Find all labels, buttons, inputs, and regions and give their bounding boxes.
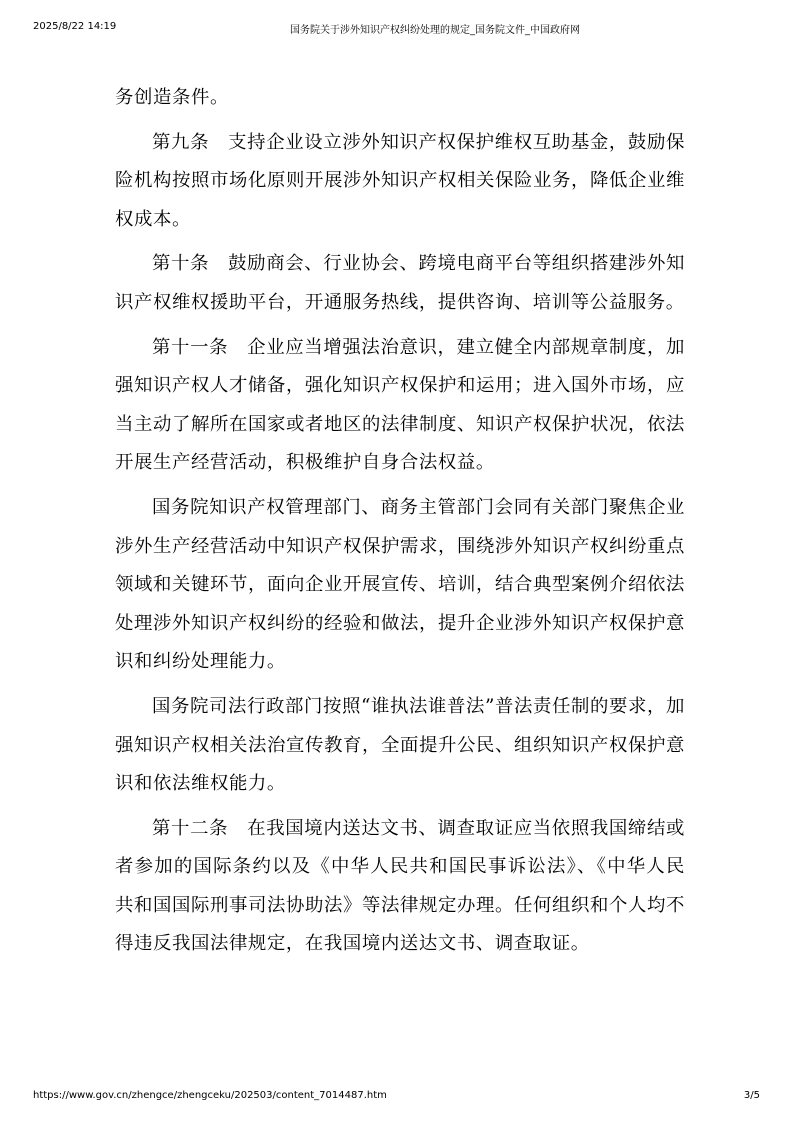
paragraph-continuation: 务创造条件。 [115,87,229,108]
document-body [115,79,685,964]
paragraph-article-10: 第十条 鼓励商会、行业协会、跨境电商平台等组织搭建涉外知识产权维权援助平台，开通服务热线，提供咨询、培训等公益服务。 [115,253,685,313]
document-title: 国务院关于涉外知识产权纠纷处理的规定_国务院文件_中国政府网 [290,25,580,36]
paragraph-article-9: 第九条 支持企业设立涉外知识产权保护维权互助基金，鼓励保险机构按照市场化原则开展涉外知识产权相关保险业务，降低企业维权成本。 [115,131,685,230]
page-number: 3/5 [743,1090,760,1101]
paragraph-article-11-ip-dept: 国务院知识产权管理部门、商务主管部门会同有关部门聚焦企业涉外生产经营活动中知识产权保护需求，围绕涉外知识产权纠纷重点领域和关键环节，面向企业开展宣传、培训，结合典型案例介绍依法处理涉外知识产权纠纷的经验和做法，提升企业涉外知识产权保护意识和纠纷处理能力。 [115,496,685,673]
print-datetime: 2025/8/22 14:19 [33,21,117,32]
print-header [0,0,793,40]
page-url[interactable]: https://www.gov.cn/zhengce/zhengceku/202503/content_7014487.htm [33,1090,387,1101]
print-footer [0,1090,793,1110]
paragraph-article-12: 第十二条 在我国境内送达文书、调查取证应当依照我国缔结或者参加的国际条约以及《中华人民共和国民事诉讼法》、《中华人民共和国国际刑事司法协助法》等法律规定办理。任何组织和个人均不得违反我国法律规定，在我国境内送达文书、调查取证。 [115,817,685,955]
paragraph-article-11-justice-dept: 国务院司法行政部门按照“谁执法谁普法”普法责任制的要求，加强知识产权相关法治宣传教育，全面提升公民、组织知识产权保护意识和依法维权能力。 [115,695,685,795]
paragraph-article-11: 第十一条 企业应当增强法治意识，建立健全内部规章制度，加强知识产权人才储备，强化知识产权保护和运用；进入国外市场，应当主动了解所在国家或者地区的法律制度、知识产权保护状况，依法开展生产经营活动，积极维护自身合法权益。 [115,336,685,474]
